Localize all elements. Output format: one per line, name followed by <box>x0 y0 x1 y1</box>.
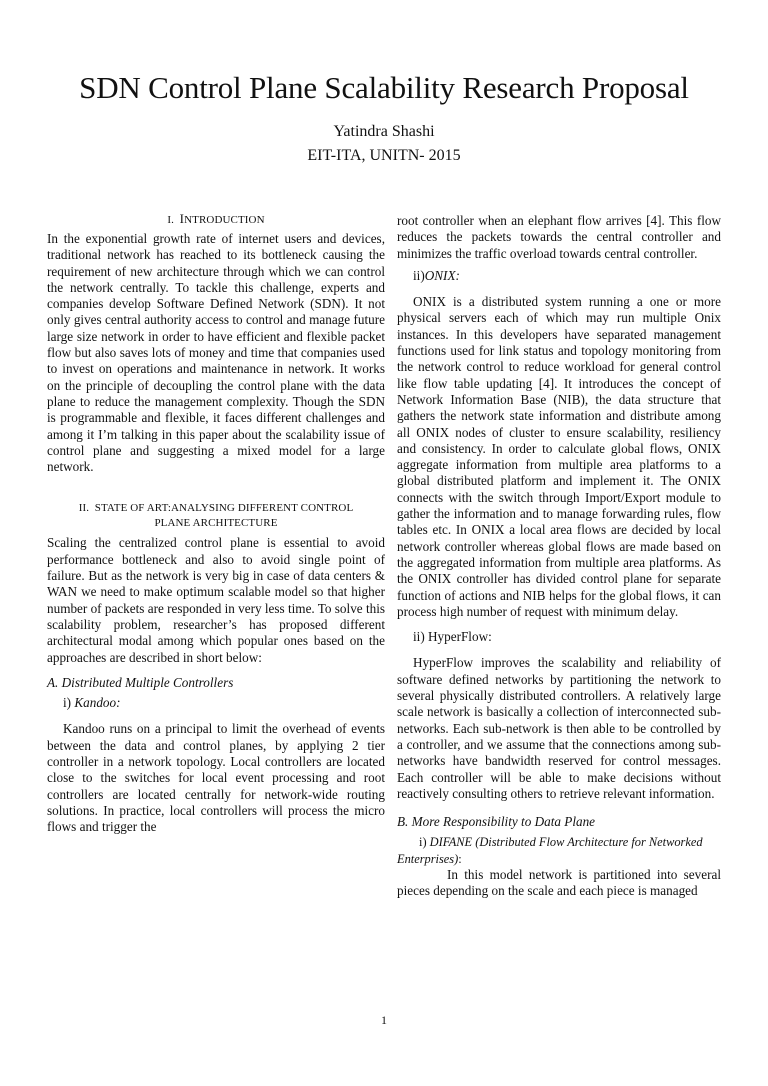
heading-line-1: STATE OF ART:ANALYSING DIFFERENT CONTROL <box>94 502 354 515</box>
list-marker: ii) <box>413 267 425 283</box>
hyperflow-heading: ii) HyperFlow: <box>413 629 492 645</box>
hyperflow-paragraph: HyperFlow improves the scalability and reliability of software defined networks by partitioning the network to several physically distributed controllers. A relatively large scale network is basically a collection of interconnected sub-networks. Each sub-network is then able to be controlled by a controller, and we assume that the connections among sub-networks have bandwidth reserved for control messages. Each controller will be able to make decisions without reactively consulting others to retrieve relevant information. <box>397 655 721 801</box>
author-name: Yatindra Shashi <box>333 123 435 140</box>
introduction-paragraph: In the exponential growth rate of internet users and devices, traditional network has reached to its bottleneck causing the requirement of new architecture through which we can control the network centrally. To tackle this challenge, experts and companies develop Software Defined Network (SDN). It not only gives central authority access to control and manage future large size network in order to have efficient and flexible packet flow but also saves lots of money and time that companies used to invest on operations and maintenance in network. It works on the principle of decoupling the control plane with the data plane to reduce the management complexity. Though the SDN is programmable and flexible, it faces different challenges and among it I’m talking in this paper about the scalability issue of control plane and suggesting a mixed model for a large network. <box>47 231 385 475</box>
list-marker: i) <box>419 835 430 850</box>
list-marker: i) <box>63 695 75 711</box>
onix-label: ONIX: <box>424 267 460 283</box>
section-heading-introduction <box>47 211 385 228</box>
difane-label: DIFANE (Distributed Flow Architecture for Networked Enterprises) <box>397 835 703 866</box>
page-number: 1 <box>381 1013 387 1027</box>
state-of-art-paragraph: Scaling the centralized control plane is essential to avoid performance bottleneck and also to avoid single point of failure. But as the network is very big in case of data centers & WAN we need to make optimum scalable model so that higher number of packets are responded in very less time. To solve this scalability problem, researcher’s has proposed different architectural modal among which popular ones based on the approaches are described in short below: <box>47 535 385 665</box>
kandoo-continued-paragraph: root controller when an elephant flow arrives [4]. This flow reduces the packets towards the central controller and minimizes the traffic overload towards central controller. <box>397 213 721 261</box>
heading-line-2: PLANE ARCHITECTURE <box>154 517 278 530</box>
onix-heading <box>413 268 721 284</box>
subsection-heading-a: A. Distributed Multiple Controllers <box>47 674 234 690</box>
left-column <box>47 211 385 836</box>
heading-rest: NTRODUCTION <box>184 214 265 226</box>
onix-paragraph: ONIX is a distributed system running a one or more physical servers each of which may run multiple Onix instances. In this developers have separated management functions used for link status and topology monitoring from the network control to reduce workload for general control like flow table updating [4]. It introduces the concept of Network Information Base (NIB), the data structure that gathers the network state information and distribute among all ONIX nodes of cluster to ensure scalability, resiliency and consistency. In order to calculate global flows, ONIX aggregate information from multiple area platforms to a global distributed platform and implement it. The ONIX connects with the switch through Import/Export module to gather the information and to manage forwarding rules, flow tables etc. In ONIX a local area flows are decided by local network controller whereas global flows are made based on the aggregated information from multiple area platforms. As the ONIX controller has divided control plane for separate function of actions and NIB helps for the global flows, it can process high number of request with minimum delay. <box>397 294 721 619</box>
section-number: I. <box>167 214 174 226</box>
kandoo-paragraph: Kandoo runs on a principal to limit the overhead of events between the data and control planes, by applying 2 tier controller in a network topology. Local controllers are located close to the switches for local event processing and root controllers are located centrally for network-wide routing solutions. In practice, local controllers will process the micro flows and trigger the <box>47 721 385 835</box>
kandoo-label: Kandoo: <box>74 695 121 711</box>
author-affiliation: EIT-ITA, UNITN- 2015 <box>307 147 461 164</box>
paper-title: SDN Control Plane Scalability Research Proposal <box>79 70 689 105</box>
subsection-heading-b: B. More Responsibility to Data Plane <box>397 814 596 830</box>
section-heading-state-of-art <box>47 501 385 531</box>
heading-initial: I <box>179 211 185 226</box>
right-column <box>397 213 721 900</box>
colon: : <box>458 851 462 866</box>
section-number: II. <box>78 502 90 515</box>
kandoo-heading <box>63 695 385 711</box>
difane-paragraph: In this model network is partitioned into several pieces depending on the scale and each piece is managed <box>397 866 721 899</box>
difane-heading <box>397 834 721 867</box>
